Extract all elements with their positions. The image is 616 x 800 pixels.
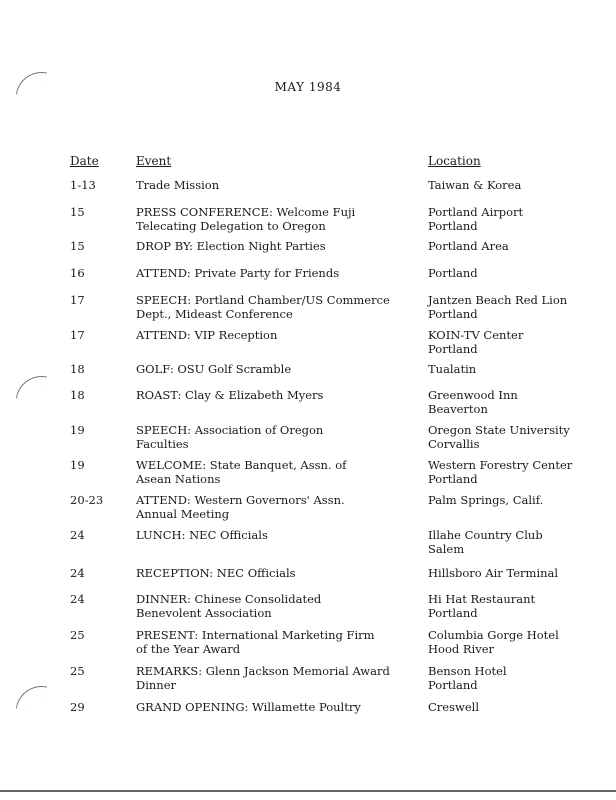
location-line: Greenwood Inn [428, 388, 518, 402]
row-location [428, 628, 598, 656]
row-event [136, 458, 416, 486]
row-event [136, 664, 416, 692]
location-line: Creswell [428, 700, 480, 714]
location-line: Benson Hotel [428, 664, 507, 678]
row-date: 1-13 [70, 178, 96, 192]
header-date: Date [70, 154, 99, 168]
row-location [428, 592, 598, 620]
location-line: Portland Area [428, 239, 509, 253]
row-date: 19 [70, 423, 85, 437]
event-line: SPEECH: Association of Oregon [136, 423, 324, 437]
location-line: Hi Hat Restaurant [428, 592, 536, 606]
row-location [428, 458, 598, 486]
event-line: Dinner [136, 678, 177, 692]
location-line: Portland [428, 606, 478, 620]
row-event [136, 362, 416, 376]
row-date: 15 [70, 205, 85, 219]
row-event [136, 388, 416, 402]
row-event [136, 528, 416, 542]
location-line: Jantzen Beach Red Lion [428, 293, 568, 307]
row-event [136, 178, 416, 192]
row-date: 25 [70, 628, 85, 642]
event-line: PRESENT: International Marketing Firm [136, 628, 375, 642]
binder-hole-mark [16, 682, 47, 713]
row-location [428, 362, 598, 376]
event-line: WELCOME: State Banquet, Assn. of [136, 458, 347, 472]
event-line: DINNER: Chinese Consolidated [136, 592, 322, 606]
page-bottom-edge [0, 790, 616, 792]
row-date: 25 [70, 664, 85, 678]
location-line: Corvallis [428, 437, 480, 451]
row-event [136, 423, 416, 451]
row-location [428, 566, 598, 580]
location-line: Tualatin [428, 362, 477, 376]
location-line: Portland Airport [428, 205, 524, 219]
row-date: 16 [70, 266, 85, 280]
binder-hole-mark [16, 372, 47, 403]
row-location [428, 388, 598, 416]
location-line: Taiwan & Korea [428, 178, 522, 192]
event-line: of the Year Award [136, 642, 241, 656]
event-line: ATTEND: VIP Reception [136, 328, 278, 342]
row-location [428, 205, 598, 233]
row-event [136, 628, 416, 656]
location-line: KOIN-TV Center [428, 328, 524, 342]
location-line: Western Forestry Center [428, 458, 573, 472]
row-date: 29 [70, 700, 85, 714]
event-line: REMARKS: Glenn Jackson Memorial Award [136, 664, 390, 678]
row-event [136, 328, 416, 342]
location-line: Portland [428, 342, 478, 356]
header-event: Event [136, 154, 172, 168]
location-line: Hillsboro Air Terminal [428, 566, 559, 580]
location-line: Portland [428, 219, 478, 233]
location-line: Columbia Gorge Hotel [428, 628, 559, 642]
row-date: 24 [70, 592, 85, 606]
event-line: DROP BY: Election Night Parties [136, 239, 326, 253]
location-line: Hood River [428, 642, 495, 656]
page-title: MAY 1984 [274, 80, 342, 94]
event-line: Annual Meeting [136, 507, 230, 521]
event-line: RECEPTION: NEC Officials [136, 566, 296, 580]
header-location: Location [428, 154, 481, 168]
row-location [428, 493, 598, 507]
row-location [428, 239, 598, 253]
row-event [136, 205, 416, 233]
location-line: Oregon State University [428, 423, 570, 437]
location-line: Portland [428, 307, 478, 321]
row-date: 17 [70, 328, 85, 342]
row-date: 19 [70, 458, 85, 472]
row-event [136, 493, 416, 521]
row-location [428, 423, 598, 451]
row-location [428, 664, 598, 692]
location-line: Illahe Country Club [428, 528, 543, 542]
row-event [136, 293, 416, 321]
row-date: 15 [70, 239, 85, 253]
row-location [428, 528, 598, 556]
event-line: ATTEND: Private Party for Friends [136, 266, 340, 280]
location-line: Portland [428, 472, 478, 486]
event-line: Asean Nations [136, 472, 221, 486]
row-location [428, 266, 598, 280]
row-date: 20-23 [70, 493, 104, 507]
location-line: Portland [428, 266, 478, 280]
table-header [0, 154, 616, 170]
event-line: Telecating Delegation to Oregon [136, 219, 326, 233]
row-date: 18 [70, 388, 85, 402]
row-event [136, 266, 416, 280]
row-date: 24 [70, 566, 85, 580]
event-line: ROAST: Clay & Elizabeth Myers [136, 388, 324, 402]
row-location [428, 178, 598, 192]
row-date: 18 [70, 362, 85, 376]
event-line: Benevolent Association [136, 606, 272, 620]
event-line: GOLF: OSU Golf Scramble [136, 362, 292, 376]
event-line: Trade Mission [136, 178, 220, 192]
event-line: GRAND OPENING: Willamette Poultry [136, 700, 361, 714]
row-date: 24 [70, 528, 85, 542]
event-line: LUNCH: NEC Officials [136, 528, 268, 542]
location-line: Salem [428, 542, 465, 556]
event-line: SPEECH: Portland Chamber/US Commerce [136, 293, 390, 307]
event-line: ATTEND: Western Governors' Assn. [136, 493, 345, 507]
row-location [428, 328, 598, 356]
event-line: Dept., Mideast Conference [136, 307, 293, 321]
event-line: Faculties [136, 437, 189, 451]
location-line: Palm Springs, Calif. [428, 493, 544, 507]
location-line: Beaverton [428, 402, 488, 416]
event-line: PRESS CONFERENCE: Welcome Fuji [136, 205, 356, 219]
row-event [136, 700, 416, 714]
row-event [136, 239, 416, 253]
location-line: Portland [428, 678, 478, 692]
row-location [428, 700, 598, 714]
row-date: 17 [70, 293, 85, 307]
row-location [428, 293, 598, 321]
row-event [136, 566, 416, 580]
row-event [136, 592, 416, 620]
